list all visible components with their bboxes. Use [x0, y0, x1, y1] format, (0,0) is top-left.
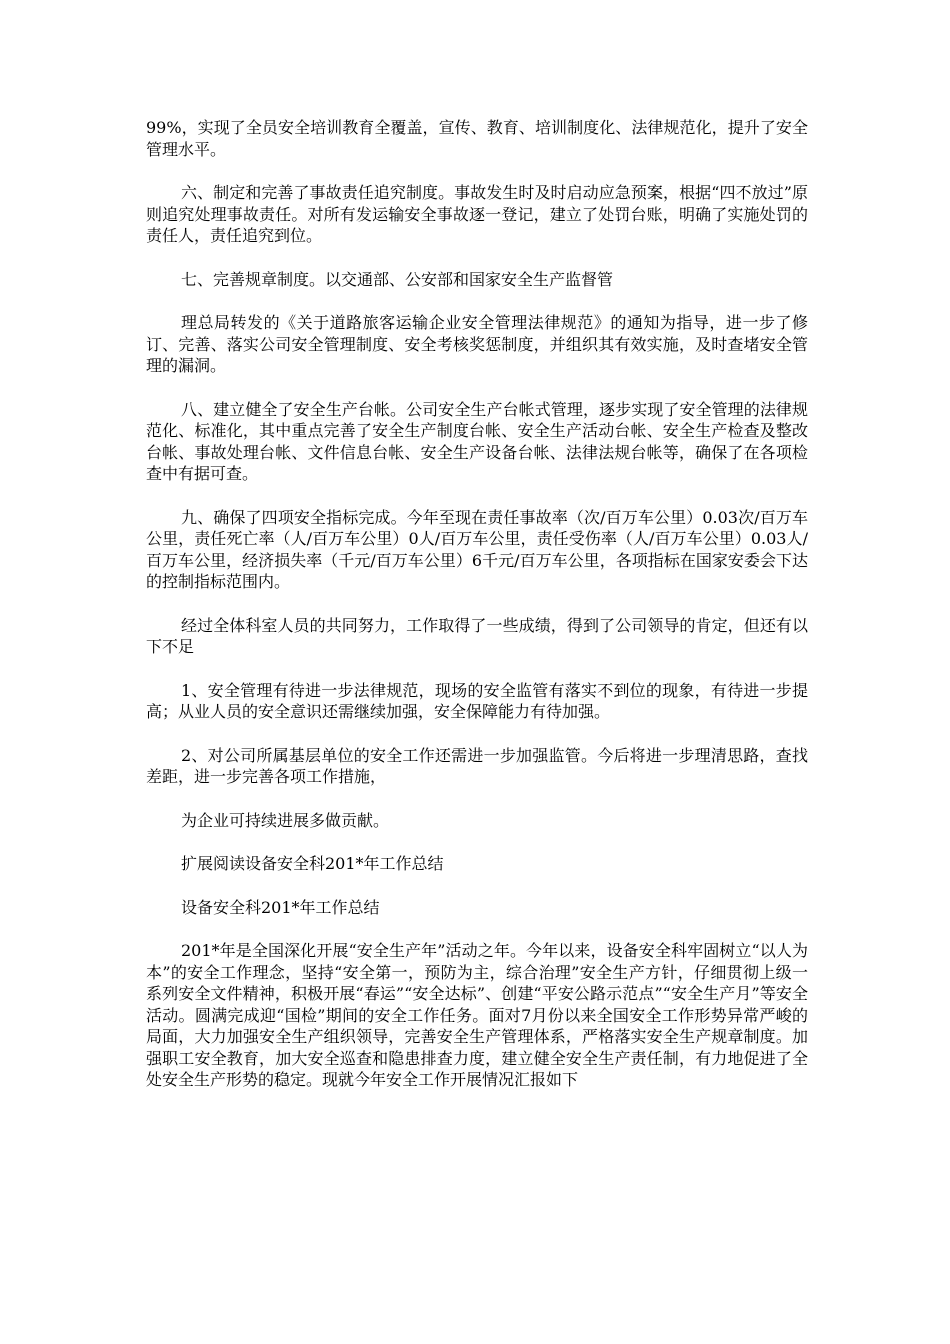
paragraph-safety-indicators: 九、确保了四项安全指标完成。今年至现在责任事故率（次/百万车公里）0.03次/百万车公里，责任死亡率（人/百万车公里）0人/百万车公里，责任受伤率（人/百万车公里）0.03人/百万车公里，经济损失率（千元/百万车公里）6千元/百万车公里，各项指标在国家安委会下达的控制指标范围内。 [146, 507, 808, 591]
paragraph-shortcoming-2: 2、对公司所属基层单位的安全工作还需进一步加强监管。今后将进一步理清思路，查找差距，进一步完善各项工作措施， [146, 745, 808, 786]
paragraph-extended-reading: 扩展阅读设备安全科201*年工作总结 [181, 854, 444, 873]
paragraph-regulations-body: 理总局转发的《关于道路旅客运输企业安全管理法律规范》的通知为指导，进一步了修订、完善、落实公司安全管理制度、安全考核奖惩制度，并组织其有效实施，及时查堵安全管理的漏洞。 [146, 313, 808, 375]
document-body [146, 117, 808, 1113]
paragraph-accountability: 六、制定和完善了事故责任追究制度。事故发生时及时启动应急预案，根据“四不放过”原则追究处理事故责任。对所有发运输安全事故逐一登记，建立了处罚台账，明确了实施处罚的责任人，责任追究到位。 [146, 183, 808, 245]
paragraph-achievements: 经过全体科室人员的共同努力，工作取得了一些成绩，得到了公司领导的肯定，但还有以下不足 [146, 615, 808, 656]
paragraph-contribution: 为企业可持续进展多做贡献。 [181, 810, 390, 830]
paragraph-annual-overview: 201*年是全国深化开展“安全生产年”活动之年。今年以来，设备安全科牢固树立“以人为本”的安全工作理念，坚持“安全第一，预防为主，综合治理”安全生产方针，仔细贯彻上级一系列安全文件精神，积极开展“春运”“安全达标”、创建“平安公路示范点”“安全生产月”等安全活动。圆满完成迎“国检”期间的安全工作任务。面对7月份以来全国安全工作形势异常严峻的局面，大力加强安全生产组织领导，完善安全生产管理体系，严格落实安全生产规章制度。加强职工安全教育，加大安全巡查和隐患排查力度，建立健全安全生产责任制，有力地促进了全处安全生产形势的稳定。现就今年安全工作开展情况汇报如下 [146, 941, 808, 1089]
paragraph-regulations-heading: 七、完善规章制度。以交通部、公安部和国家安全生产监督管 [181, 269, 614, 289]
paragraph-training-summary: 99%，实现了全员安全培训教育全覆盖，宣传、教育、培训制度化、法律规范化，提升了安全管理水平。 [146, 118, 808, 159]
paragraph-shortcoming-1: 1、安全管理有待进一步法律规范，现场的安全监管有落实不到位的现象，有待进一步提高；从业人员的安全意识还需继续加强，安全保障能力有待加强。 [146, 680, 808, 721]
section-title: 设备安全科201*年工作总结 [181, 897, 380, 917]
paragraph-ledgers: 八、建立健全了安全生产台帐。公司安全生产台帐式管理，逐步实现了安全管理的法律规范化、标准化，其中重点完善了安全生产制度台帐、安全生产活动台帐、安全生产检查及整改台帐、事故处理台帐、文件信息台帐、安全生产设备台帐、法律法规台帐等，确保了在各项检查中有据可查。 [146, 399, 808, 483]
